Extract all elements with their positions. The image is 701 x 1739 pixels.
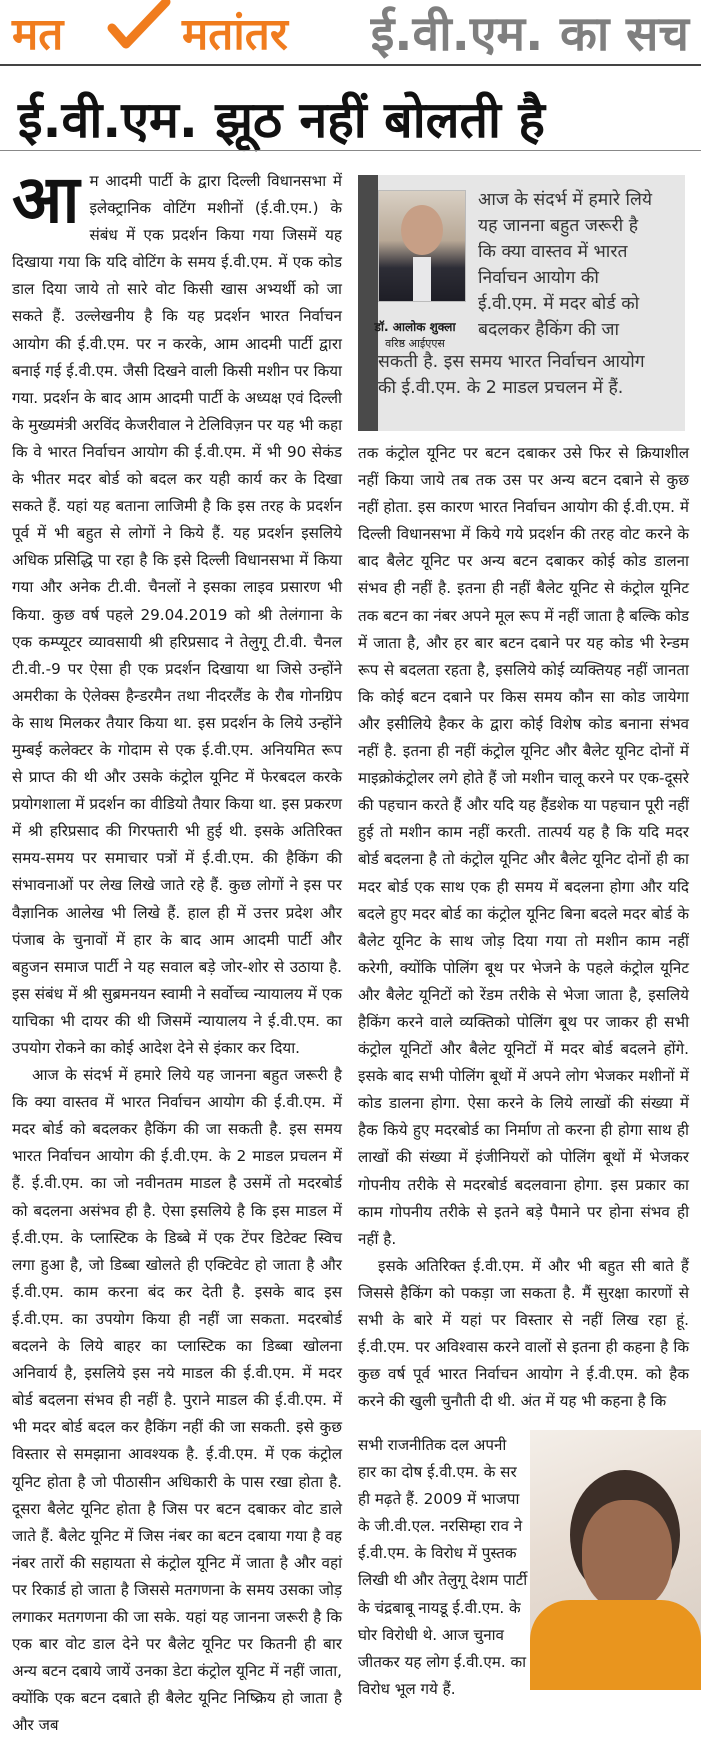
author-role: वरिष्ठ आईएएस (385, 337, 445, 350)
kicker-matantar: मतांतर (182, 9, 288, 60)
section-kicker (12, 2, 288, 62)
check-mark-icon (108, 0, 170, 54)
pullquote-line: बदलकर हैकिंग की जा (478, 320, 620, 340)
left-column (12, 161, 342, 1735)
headline-rule (0, 150, 701, 151)
author-photo (378, 190, 466, 302)
pullquote-line: निर्वाचन आयोग की (478, 268, 599, 288)
pullquote-line: सकती है. इस समय भारत निर्वाचन आयोग (378, 352, 645, 372)
body-paragraph: म आदमी पार्टी के द्वारा दिल्ली विधानसभा में इलेक्ट्रानिक वोटिंग मशीनों (ई.वी.एम.) के संबंध में एक प्रदर्शन किया गया जिसमें यह दिखाया गया कि यदि वोटिंग के समय ई.वी.एम. में एक कोड डाल दिया जाये तो सारे वोट किसी खास अभ्यर्थी को जा सकते हैं. उल्लेखनीय है कि यह प्रदर्शन भारत निर्वाचन आयोग की ई.वी.एम. पर न करके, आम आदमी पार्टी द्वारा बनाई गई ई.वी.एम. जैसी दिखने वाली किसी मशीन पर किया गया. प्रदर्शन के बाद आम आदमी पार्टी के अध्यक्ष एवं दिल्ली के मुख्यमंत्री अरविंद केजरीवाल ने टेलिविज़न पर यह भी कहा कि वे भारत निर्वाचन आयोग की ई.वी.एम. में भी 90 सेकंड के भीतर मदर बोर्ड को बदल कर यही कार्य कर के दिखा सकते हैं. यहां यह बताना लाजिमी है कि इस तरह के प्रदर्शन पूर्व में भी बहुत से लोगों ने किये हैं. यह प्रदर्शन इसलिये अधिक प्रसिद्धि पा रहा है कि इसे दिल्ली विधानसभा में किया गया और अनेक टी.वी. चैनलों ने इसका लाइव प्रसारण भी किया. कुछ वर्ष पहले 29.04.2019 को श्री तेलंगाना के एक कम्प्यूटर व्यावसायी श्री हरिप्रसाद ने तेलुगू टी.वी. चैनल टी.वी.-9 पर ऐसा ही एक प्रदर्शन दिखाया था जिसे उन्होंने अमरीका के ऐलेक्स हैन्डरमैन तथा नीदरलैंड के रौब गोनग्रिप के साथ मिलकर तैयार किया था. इस प्रदर्शन के लिये उन्होंने मुम्बई कलेक्टर के गोदाम से एक ई.वी.एम. अनियमित रूप से प्राप्त की थी और उसके कंट्रोल यूनिट में फेरबदल करके प्रयोगशाला में प्रदर्शन का वीडियो तैयार किया था. इस प्रकरण में श्री हरिप्रसाद की गिरफ्तारी भी हुई थी. इसके अतिरिक्त समय-समय पर समाचार पत्रों में ई.वी.एम. की हैकिंग की संभावनाओं पर लेख लिखे जाते रहे हैं. कुछ लोगों ने इस पर वैज्ञानिक आलेख भी लिखे हैं. हाल ही में उत्तर प्रदेश और पंजाब के चुनावों में हार के बाद आम आदमी पार्टी और बहुजन समाज पार्टी ने यह सवाल बड़े जोर-शोर से उठाया है. इस संबंध में श्री सुब्रमनयन स्वामी ने सर्वोच्च न्यायालय में एक याचिका भी दायर की थी जिसमें न्यायालय ने ई.वी.एम. का उपयोग रोकने का कोई आदेश देने से इंकार कर दिया. (12, 172, 342, 1057)
author-shirt (413, 257, 431, 301)
header-rule (0, 64, 701, 66)
pullquote-line: ई.वी.एम. में मदर बोर्ड को (478, 294, 640, 314)
author-name: डॉ. आलोक शुक्ला (374, 320, 456, 334)
body-paragraph: सभी राजनीतिक दल अपनी हार का दोष ई.वी.एम. के सर ही मढ़ते हैं. 2009 में भाजपा के जी.वी.एल. नरसिम्हा राव ने ई.वी.एम. के विरोध में पुस्तक लिखी थी और तेलुगू देशम पार्टी के चंद्रबाबू नायडू ई.वी.एम. के घोर विरोधी थे. आज चुनाव जीतकर यह लोग ई.वी.एम. का विरोध भूल गये हैं. (358, 1436, 528, 1698)
photo-saffron-garment (530, 1600, 701, 1690)
pullquote-line: आज के संदर्भ में हमारे लिये (478, 190, 653, 210)
photo-face (582, 1500, 672, 1610)
pullquote-bar (358, 175, 378, 431)
body-paragraph: आज के संदर्भ में हमारे लिये यह जानना बहुत जरूरी है कि क्या वास्तव में भारत निर्वाचन आयोग की ई.वी.एम. में मदर बोर्ड को बदलकर हैकिंग की जा सकती है. इस समय भारत निर्वाचन आयोग की ई.वी.एम. के 2 माडल प्रचलन में हैं. ई.वी.एम. का जो नवीनतम माडल है उसमें तो मदरबोर्ड को बदलना असंभव ही है. ऐसा इसलिये है कि इस माडल में ई.वी.एम. के प्लास्टिक के डिब्बे में एक टेंपर डिटेक्ट स्विच लगा हुआ है, जो डिब्बा खोलते ही एक्टिवेट हो जाता है और ई.वी.एम. काम करना बंद कर देती है. इसके बाद इस ई.वी.एम. का उपयोग किया ही नहीं जा सकता. मदरबोर्ड बदलने के लिये बाहर का प्लास्टिक का डिब्बा खोलना अनिवार्य है, इसलिये इस नये माडल की ई.वी.एम. में मदर बोर्ड बदलना संभव ही नहीं है. पुराने माडल की ई.वी.एम. में भी मदर बोर्ड बदल कर हैकिंग नहीं की जा सकती. इसे कुछ विस्तार से समझाना आवश्यक है. ई.वी.एम. में एक कंट्रोल यूनिट होता है जो पीठासीन अधिकारी के पास रखा होता है. दूसरा बैलेट यूनिट होता है जिस पर बटन दबाकर वोट डाले जाते हैं. बैलेट यूनिट में जिस नंबर का बटन दबाया गया है वह नंबर तारों की सहायता से कंट्रोल यूनिट में जाता है और वहां पर रिकार्ड हो जाता है जिससे मतगणना के समय उसका जोड़ लगाकर मतगणना की जा सके. यहां यह जानना जरूरी है कि एक बार वोट डाल देने पर बैलेट यूनिट पर कितनी ही बार अन्य बटन दबाये जायें उनका डेटा कंट्रोल यूनिट में नहीं जाता, क्योंकि एक बटन दबाते ही बैलेट यूनिट निष्क्रिय हो जाता है और जब (12, 1066, 342, 1735)
pullquote-line: यह जानना बहुत जरूरी है (478, 216, 638, 236)
right-column (358, 440, 689, 1430)
pullquote-line: की ई.वी.एम. के 2 माडल प्रचलन में हैं. (378, 378, 624, 398)
body-paragraph: तक कंट्रोल यूनिट पर बटन दबाकर उसे फिर से क्रियाशील नहीं किया जाये तब तक उस पर अन्य बटन दबाने से कुछ नहीं होता. इस कारण भारत निर्वाचन आयोग की ई.वी.एम. में दिल्ली विधानसभा में किये गये प्रदर्शन की तरह वोट करने के बाद बैलेट यूनिट पर अन्य बटन दबाकर कोई कोड डालना संभव ही नहीं है. इतना ही नहीं बैलेट यूनिट से कंट्रोल यूनिट तक बटन का नंबर अपने मूल रूप में नहीं जाता है बल्कि कोड में जाता है, और हर बार बटन दबाने पर यह कोड भी रेन्डम रूप से बदलता रहता है, इसलिये कोई व्यक्तियह नहीं जानता कि कोई बटन दबाने पर किस समय कौन सा कोड जायेगा और इसीलिये हैकर के द्वारा कोई विशेष कोड बनाना संभव नहीं है. इतना ही नहीं कंट्रोल यूनिट और बैलेट यूनिट दोनों में माइक्रोकंट्रोलर लगे होते हैं जो मशीन चालू करने पर एक-दूसरे की पहचान करते हैं और यदि यह हैंडशेक या पहचान पूरी नहीं हुई तो मशीन काम नहीं करती. तात्पर्य यह है कि यदि मदर बोर्ड बदलना है तो कंट्रोल यूनिट और बैलेट यूनिट दोनों ही का मदर बोर्ड एक साथ एक ही समय में बदलना होगा और यदि बदले हुए मदर बोर्ड का कंट्रोल यूनिट बिना बदले मदर बोर्ड के बैलेट यूनिट के साथ जोड़ दिया गया तो मशीन काम नहीं करेगी, क्योंकि पोलिंग बूथ पर भेजने के पहले कंट्रोल यूनिट और बैलेट यूनिटों को रेंडम तरीके से भेजा जाता है, इसलिये हैकिंग करने वाले व्यक्तिको पोलिंग बूथ पर जाकर ही सभी कंट्रोल यूनिटों और बैलेट यूनिटों में मदर बोर्ड बदलने होंगे. इसके बाद सभी पोलिंग बूथों में अपने लोग भेजकर मशीनों में कोड डालना होगा. ऐसा करने के लिये लाखों की संख्या में हैक किये हुए मदरबोर्ड का निर्माण तो करना ही होगा साथ ही लाखों की संख्या में इंजीनियरों को पोलिंग बूथों में भेजकर गोपनीय तरीके से मदरबोर्ड बदलवाना होगा. इस प्रकार का काम गोपनीय तरीके से इतने बड़े पैमाने पर होना संभव ही नहीं है. (358, 444, 689, 1248)
body-paragraph: इसके अतिरिक्त ई.वी.एम. में और भी बहुत सी बाते हैं जिससे हैकिंग को पकड़ा जा सकता है. मैं सुरक्षा कारणों से सभी के बारे में यहां पर विस्तार से नहीं लिख रहा हूं. ई.वी.एम. पर अविश्वास करने वालों से इतना ही कहना है कि कुछ वर्ष पूर्व भारत निर्वाचन आयोग ने ई.वी.एम. को हैक करने की खुली चुनौती दी थी. अंत में यह भी कहना है कि (358, 1256, 689, 1411)
politician-photo (530, 1430, 701, 1683)
right-narrow-column (358, 1432, 528, 1698)
masthead (0, 0, 701, 62)
series-title: ई.वी.एम. का सच (370, 6, 689, 62)
pullquote-line: कि क्या वास्तव में भारत (478, 242, 628, 262)
drop-cap: आ (12, 161, 80, 238)
kicker-mat: मत (12, 9, 64, 60)
author-face (401, 205, 443, 255)
headline: ई.वी.एम. झूठ नहीं बोलती है (18, 91, 545, 149)
